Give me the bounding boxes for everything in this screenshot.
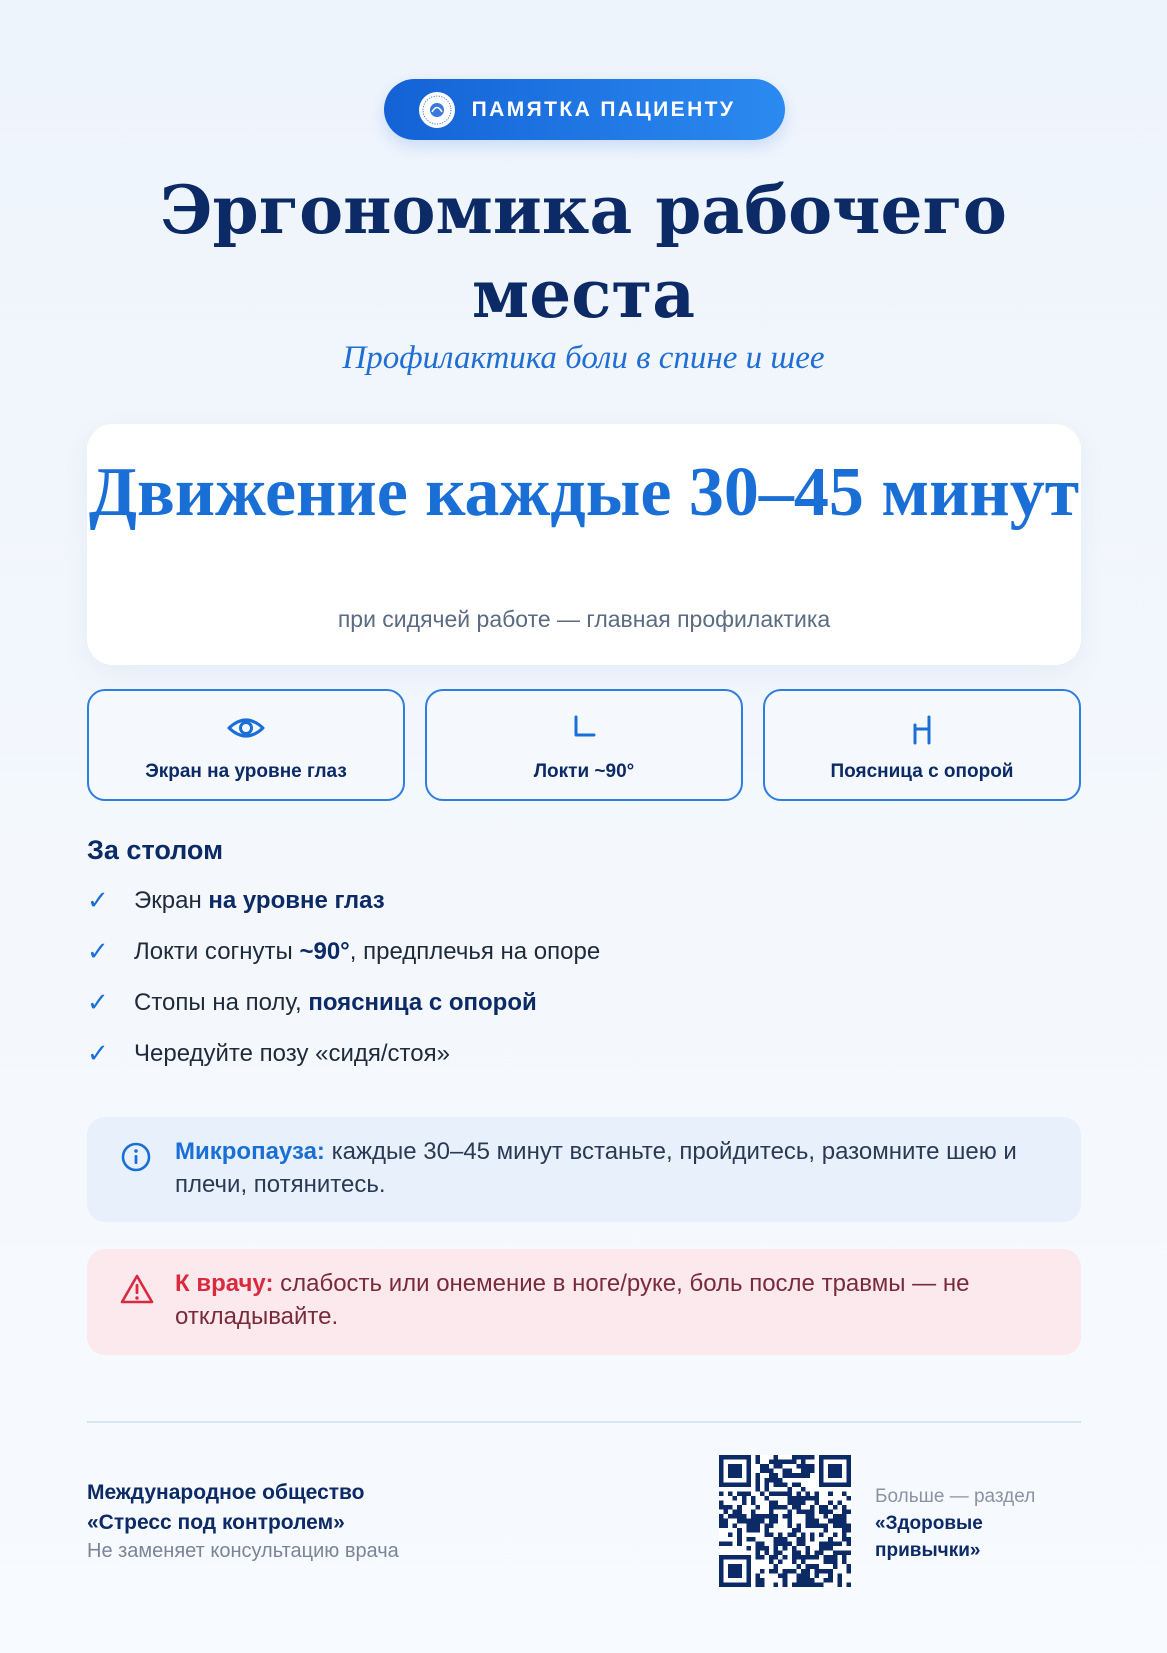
checkmark-icon: ✓ <box>87 936 109 966</box>
qr-code[interactable] <box>719 1455 851 1587</box>
hero-subtitle: при сидячей работе — главная профилактика <box>337 606 831 632</box>
tip-card-elbows <box>425 689 743 801</box>
section-title: За столом <box>87 835 224 865</box>
checklist <box>87 885 1081 1089</box>
eye-icon <box>226 713 266 743</box>
info-icon <box>120 1141 152 1173</box>
chair-back-icon <box>907 713 937 747</box>
header-badge <box>384 79 785 140</box>
list-item-text: Стопы на полу, поясница с опорой <box>134 989 537 1016</box>
tip-cards <box>87 689 1081 800</box>
micropause-text: Микропауза: каждые 30–45 минут встаньте, пройдитесь, разомните шею и плечи, потянитесь. <box>175 1138 1017 1198</box>
checkmark-icon: ✓ <box>87 987 109 1017</box>
page-subtitle: Профилактика боли в спине и шее <box>342 340 825 376</box>
tip-card-label: Локти ~90° <box>533 761 635 782</box>
organization-name: Международное общество «Стресс под контролем» <box>87 1481 365 1534</box>
list-item-text: Экран на уровне глаз <box>134 887 385 914</box>
warning-text: К врачу: слабость или онемение в ноге/руке, боль после травмы — не откладывайте. <box>175 1270 970 1330</box>
organization-seal-logo <box>418 91 456 129</box>
disclaimer: Не заменяет консультацию врача <box>87 1540 399 1562</box>
tip-card-label: Экран на уровне глаз <box>145 761 347 782</box>
list-item <box>87 885 1081 936</box>
list-item <box>87 1038 1081 1089</box>
list-item <box>87 987 1081 1038</box>
checkmark-icon: ✓ <box>87 1038 109 1068</box>
see-doctor-warning <box>87 1249 1081 1355</box>
checkmark-icon: ✓ <box>87 885 109 915</box>
micropause-note <box>87 1117 1081 1222</box>
hero-card <box>87 424 1081 665</box>
elbow-angle-icon <box>569 713 599 743</box>
tip-card-label: Поясница с опорой <box>830 761 1014 782</box>
list-item-text: Локти согнуты ~90°, предплечья на опоре <box>134 938 601 965</box>
hero-title: Движение каждые 30–45 минут <box>88 454 1080 531</box>
list-item <box>87 936 1081 987</box>
tip-card-screen <box>87 689 405 801</box>
footer-divider <box>87 1421 1081 1423</box>
list-item-text: Чередуйте позу «сидя/стоя» <box>134 1040 450 1067</box>
warning-icon <box>120 1273 154 1305</box>
more-info: Больше — раздел «Здоровые привычки» <box>875 1486 1036 1561</box>
badge-label: ПАМЯТКА ПАЦИЕНТУ <box>471 97 736 121</box>
tip-card-lumbar <box>763 689 1081 801</box>
page-title: Эргономика рабочего места <box>160 171 1007 333</box>
